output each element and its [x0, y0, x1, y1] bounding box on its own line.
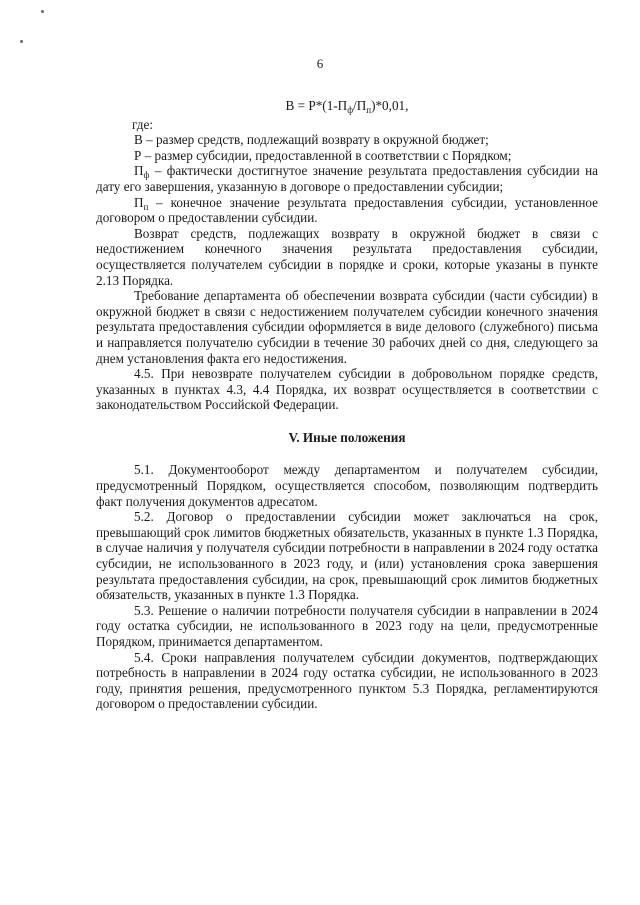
- definition-symbol: П: [134, 194, 144, 210]
- formula-mid: /П: [353, 98, 367, 113]
- paragraph-5-4: 5.4. Сроки направления получателем субсидии документов, подтверждающих потребность в направлении в 2024 году остатка субсидии, не использованного в 2023 году, принятия решения, предусмотренного пунктом 5.3 Порядка, регламентируются договором о предоставлении субсидии.: [96, 649, 598, 712]
- scan-speck: [20, 40, 23, 43]
- paragraph-5-3: 5.3. Решение о наличии потребности получателя субсидии в направлении в 2024 году остатка субсидии, не использованного в 2023 году на цели, предусмотренные Порядком, принимается департаментом.: [96, 602, 598, 649]
- definition-text: – фактически достигнутое значение результата предоставления субсидии на дату его завершения, указанную в договоре о предоставлении субсидии;: [96, 163, 598, 194]
- definition-text: – размер субсидии, предоставленной в соответствии с Порядком;: [141, 147, 512, 163]
- definition-item: [96, 132, 598, 148]
- definition-text: – размер средств, подлежащий возврату в окружной бюджет;: [142, 132, 489, 148]
- where-label: где:: [132, 116, 153, 132]
- definition-item: [96, 195, 598, 226]
- formula-rhs: )*0,01,: [371, 98, 409, 113]
- definition-subscript: ф: [143, 170, 150, 181]
- formula-lhs: В = Р*(1-П: [285, 98, 348, 113]
- scan-speck: [41, 10, 44, 13]
- definition-symbol: В: [134, 132, 143, 148]
- definition-item: [96, 148, 598, 164]
- paragraph-5-1: 5.1. Документооборот между департаментом и получателем субсидии, предусмотренный Порядком, осуществляется способом, позволяющим подтвердить факт получения документов адресатом.: [96, 462, 598, 509]
- definition-subscript: п: [143, 201, 149, 212]
- definition-symbol: Р: [134, 147, 142, 163]
- formula-sub-plan: п: [366, 105, 372, 115]
- page-number: 6: [316, 56, 324, 71]
- paragraph-4-5: 4.5. При невозврате получателем субсидии в добровольном порядке средств, указанных в пунктах 4.3, 4.4 Порядка, их возврат осуществляется в соответствии с законодательством Российской Федерации.: [96, 366, 598, 413]
- definition-text: – конечное значение результата предоставления субсидии, установленное договором о предоставлении субсидии.: [96, 194, 598, 226]
- definition-item: [96, 163, 598, 194]
- paragraph-refund-demand: Требование департамента об обеспечении возврата субсидии (части субсидии) в окружной бюджет в связи с недостижением получателем субсидии конечного значения результата предоставления субсидии оформляется в виде делового (служебного) письма и направляется получателю субсидии в течение 30 рабочих дней со дня, следующего за днем установления факта его недостижения.: [96, 288, 598, 366]
- paragraph-5-2: 5.2. Договор о предоставлении субсидии может заключаться на срок, превышающий срок лимитов бюджетных обязательств, указанных в пункте 1.3 Порядка, в случае наличия у получателя субсидии потребности в направлении в 2024 году остатка субсидии, не использованного в 2023 году, и (или) установления срока завершения результата предоставления субсидии, на срок, превышающий срок лимитов бюджетных обязательств, указанных в пункте 1.3 Порядка.: [96, 509, 598, 603]
- section-heading: V. Иные положения: [288, 429, 406, 445]
- document-body: [96, 98, 598, 712]
- definition-symbol: П: [134, 163, 144, 179]
- formula-sub-fact: ф: [347, 105, 354, 115]
- formula: [96, 98, 598, 114]
- paragraph-refund-timing: Возврат средств, подлежащих возврату в окружной бюджет в связи с недостижением конечного значения результата предоставления субсидии, осуществляется получателем субсидии в порядке и сроки, которые указаны в пункте 2.13 Порядка.: [96, 225, 598, 288]
